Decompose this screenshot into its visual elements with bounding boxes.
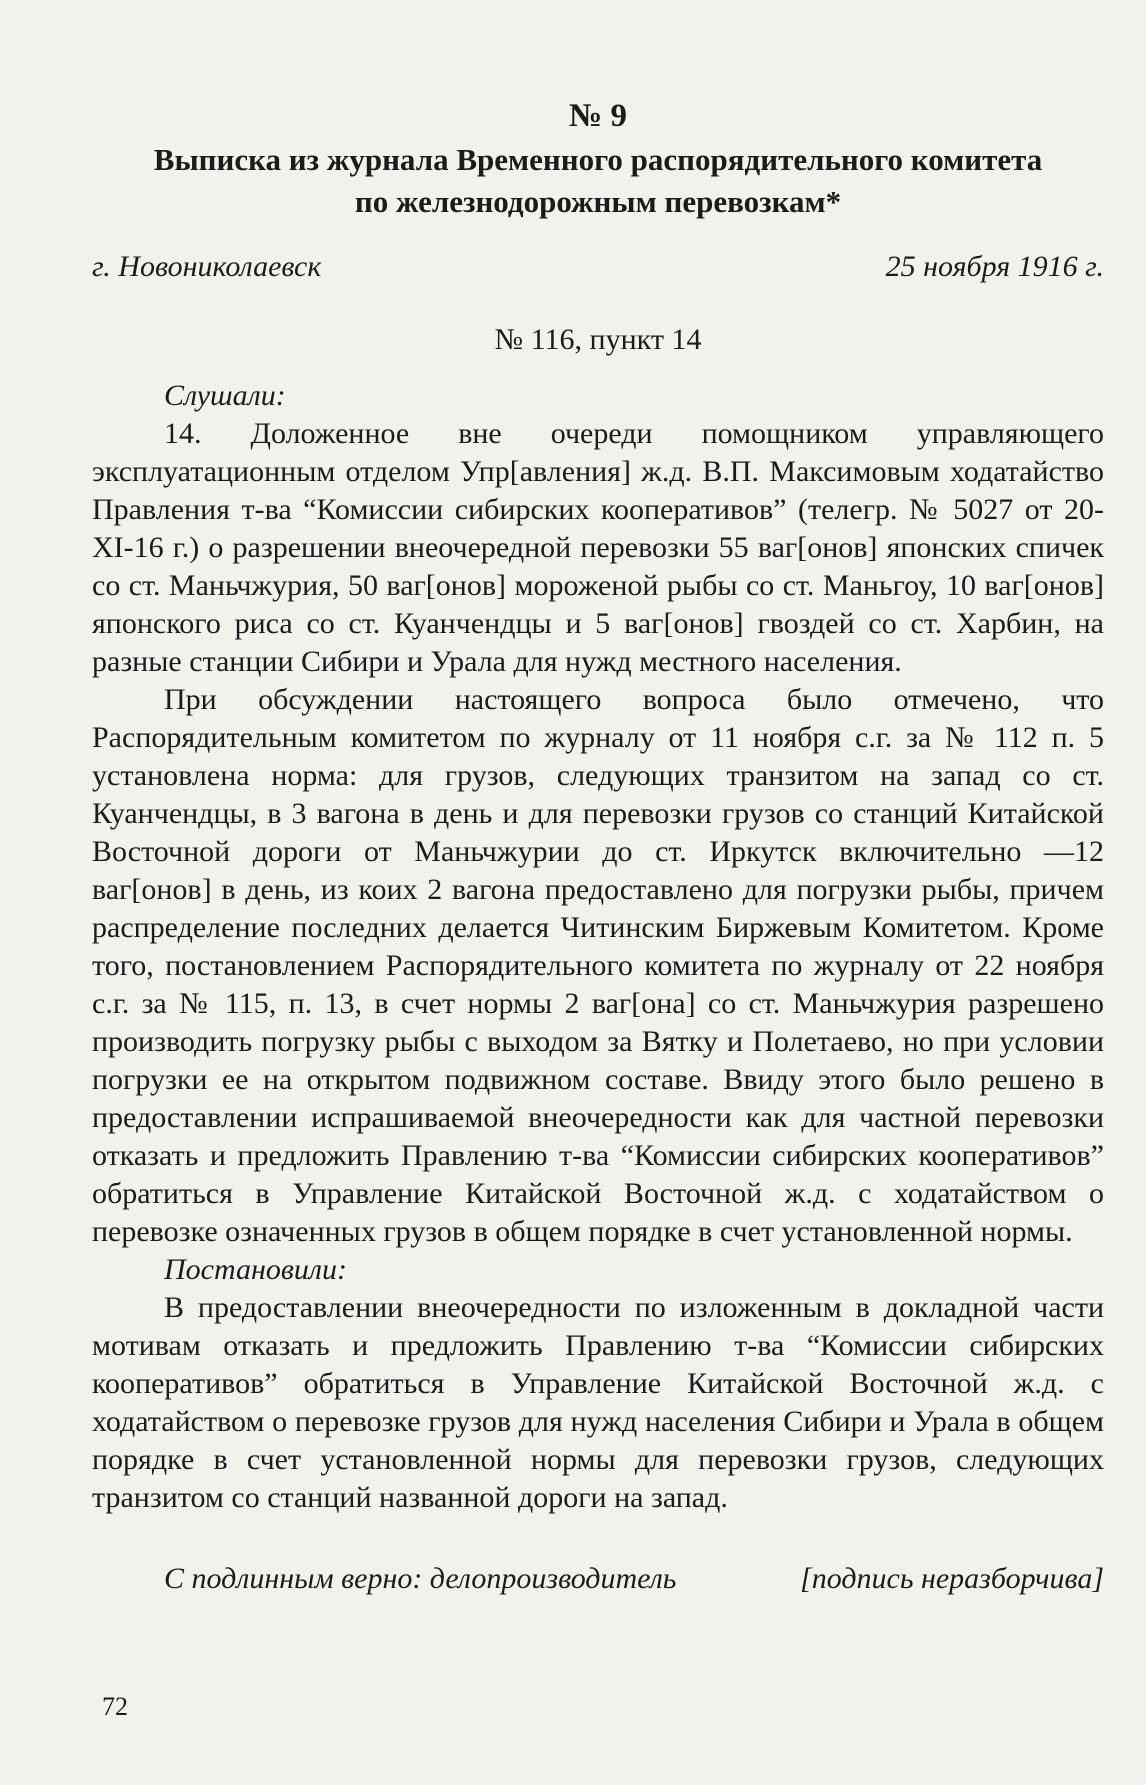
journal-reference: № 116, пункт 14 [494, 323, 702, 356]
date: 25 ноября 1916 г. [885, 250, 1104, 283]
signature-left: С подлинным верно: делопроизводитель [164, 1562, 677, 1595]
document-page [92, 98, 1104, 1599]
document-title-line2: по железнодорожным перевозкам* [354, 184, 842, 219]
signature-right: [подпись неразборчива] [800, 1562, 1104, 1595]
place: г. Новониколаевск [92, 250, 322, 283]
heard-paragraph-2: При обсуждении настоящего вопроса было отмечено, что Распорядительным комитетом по журналу от 11 ноября с.г. за № 112 п. 5 установлена норма: для грузов, следующих транзитом на запад со ст. Куанчендцы, в 3 вагона в день и для перевозки грузов со станций Китайской Восточной дороги от Маньчжурии до ст. Иркутск включительно —12 ваг[онов] в день, из коих 2 вагона предоставлено для погрузки рыбы, причем распределение последних делается Читинским Биржевым Комитетом. Кроме того, постановлением Распорядительного комитета по журналу от 22 ноября с.г. за № 115, п. 13, в счет нормы 2 ваг[она] со ст. Маньчжурия разрешено производить погрузку рыбы с выходом за Вятку и Полетаево, но при условии погрузки ее на открытом подвижном составе. Ввиду этого было решено в предоставлении испрашиваемой внеочередности как для частной перевозки отказать и предложить Правлению т-ва “Комиссии сибирских кооперативов” обратиться в Управление Китайской Восточной ж.д. с ходатайством о перевозке означенных грузов в общем порядке в счет установленной нормы. [92, 683, 1104, 1248]
heard-label: Слушали: [164, 379, 286, 412]
signature-row [164, 1559, 1104, 1599]
page-number: 72 [102, 1692, 128, 1721]
document-title-line1: Выписка из журнала Временного распорядительного комитета [153, 142, 1043, 177]
place-date-row [92, 247, 1104, 287]
resolved-label: Постановили: [164, 1253, 347, 1286]
heard-paragraph-1: 14. Доложенное вне очереди помощником управляющего эксплуатационным отделом Упр[авления] ж.д. В.П. Максимовым ходатайство Правления т-ва “Комиссии сибирских кооперативов” (телегр. № 5027 от 20-XI-16 г.) о разрешении внеочередной перевозки 55 ваг[онов] японских спичек со ст. Маньчжурия, 50 ваг[онов] мороженой рыбы со ст. Маньгоу, 10 ваг[онов] японского риса со ст. Куанчендцы и 5 ваг[онов] гвоздей со ст. Харбин, на разные станции Сибири и Урала для нужд местного населения. [92, 417, 1104, 678]
document-number: № 9 [569, 98, 627, 134]
resolved-paragraph-1: В предоставлении внеочередности по изложенным в докладной части мотивам отказать и предложить Правлению т-ва “Комиссии сибирских кооперативов” обратиться в Управление Китайской Восточной ж.д. с ходатайством о перевозке грузов для нужд населения Сибири и Урала в общем порядке в счет установленной нормы для перевозки грузов, следующих транзитом со станций названной дороги на запад. [92, 1291, 1104, 1514]
